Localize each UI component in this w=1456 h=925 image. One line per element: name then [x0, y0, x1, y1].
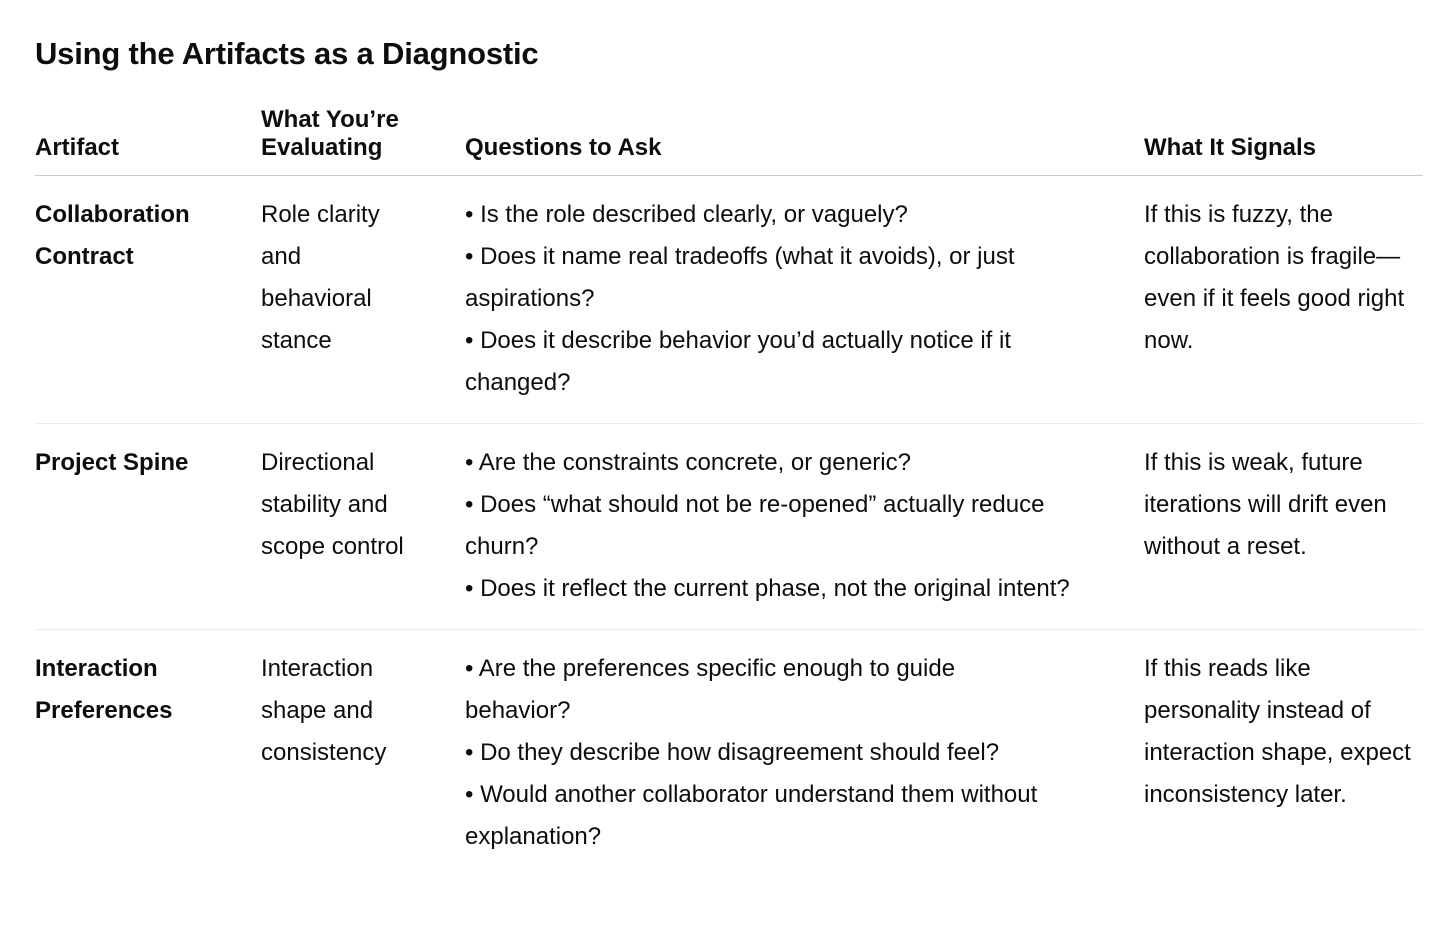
question-item: • Does it describe behavior you’d actually notice if it changed? — [465, 327, 1012, 396]
question-item: • Are the constraints concrete, or generic? — [465, 449, 911, 476]
row-signals: If this is fuzzy, the collaboration is fragile—even if it feels good right now. — [1144, 176, 1423, 424]
header-evaluating: What You’re Evaluating — [261, 106, 465, 176]
row-questions — [465, 424, 1144, 630]
row-signals: If this is weak, future iterations will drift even without a reset. — [1144, 424, 1423, 630]
question-item: • Does it reflect the current phase, not the original intent? — [465, 575, 1070, 602]
row-artifact: Collaboration Contract — [35, 176, 261, 424]
header-artifact: Artifact — [35, 106, 261, 176]
question-item: • Is the role described clearly, or vaguely? — [465, 201, 908, 228]
header-questions: Questions to Ask — [465, 106, 1144, 176]
question-item: • Are the preferences specific enough to guide behavior? — [465, 655, 956, 724]
page-title: Using the Artifacts as a Diagnostic — [35, 36, 539, 71]
row-evaluating: Interaction shape and consistency — [261, 655, 387, 766]
question-item: • Would another collaborator understand them without explanation? — [465, 781, 1038, 850]
row-artifact: Project Spine — [35, 424, 261, 630]
question-item: • Do they describe how disagreement should feel? — [465, 739, 1000, 766]
row-artifact: Interaction Preferences — [35, 655, 173, 724]
table-row — [35, 424, 1423, 630]
diagnostic-table — [35, 106, 1423, 877]
row-evaluating: Role clarity and behavioral stance — [261, 176, 465, 424]
table-row — [35, 176, 1423, 424]
row-questions — [465, 176, 1144, 424]
question-item: • Does “what should not be re-opened” actually reduce churn? — [465, 491, 1045, 560]
table-header-row — [35, 106, 1423, 176]
row-signals: If this reads like personality instead of interaction shape, expect inconsistency later. — [1144, 655, 1411, 808]
row-evaluating: Directional stability and scope control — [261, 424, 465, 630]
row-questions — [465, 630, 1144, 878]
header-signals: What It Signals — [1144, 106, 1423, 176]
question-item: • Does it name real tradeoffs (what it avoids), or just aspirations? — [465, 243, 1015, 312]
table-row — [35, 630, 1423, 878]
